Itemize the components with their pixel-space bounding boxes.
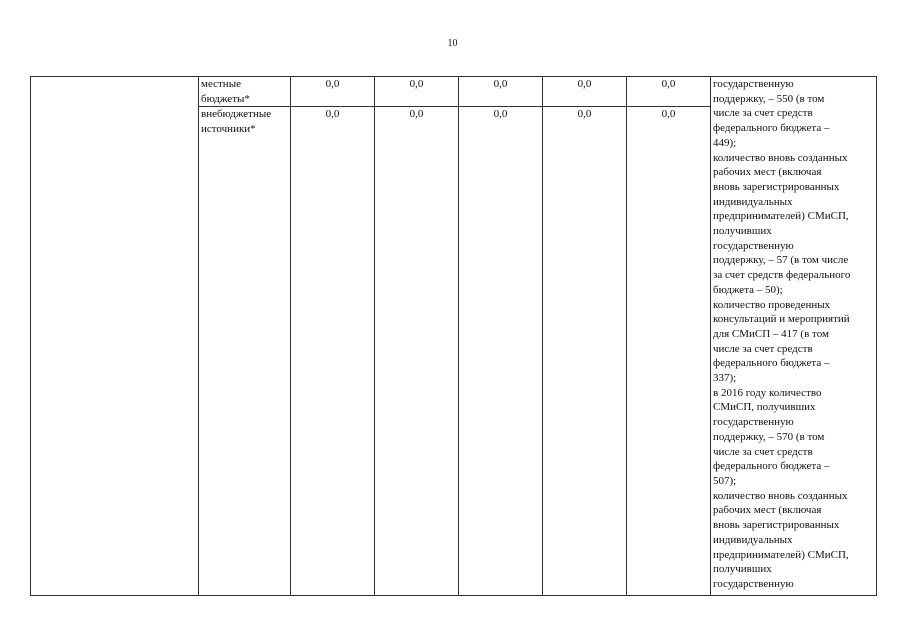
result-line: федерального бюджета –	[713, 460, 830, 473]
result-line: консультаций и мероприятий	[713, 313, 850, 326]
page-number: 10	[447, 38, 458, 49]
result-line: вновь зарегистрированных	[713, 180, 840, 193]
result-line: государственную	[713, 577, 794, 590]
result-line: предпринимателей) СМиСП,	[713, 548, 849, 561]
value-cell: 0,0	[459, 107, 543, 596]
result-line: 337);	[713, 372, 737, 385]
funding-source-cell: внебюджетные источники*	[199, 107, 291, 596]
result-line: федерального бюджета –	[713, 122, 830, 135]
result-line: числе за счет средств	[713, 445, 813, 458]
result-line: рабочих мест (включая	[713, 504, 822, 517]
task-name-cell	[31, 77, 199, 596]
result-line: вновь зарегистрированных	[713, 519, 840, 532]
result-line: индивидуальных	[713, 533, 793, 546]
result-line: получивших	[713, 563, 772, 576]
funding-source-cell: местные бюджеты*	[199, 77, 291, 107]
table-row	[31, 77, 877, 107]
result-line: количество вновь созданных	[713, 489, 848, 502]
expected-results-cell	[711, 77, 877, 596]
result-line: индивидуальных	[713, 195, 793, 208]
result-line: для СМиСП – 417 (в том	[713, 327, 829, 340]
value-cell: 0,0	[627, 107, 711, 596]
value-cell: 0,0	[291, 77, 375, 107]
value-cell: 0,0	[375, 107, 459, 596]
expected-results-text	[713, 77, 874, 592]
value-cell: 0,0	[291, 107, 375, 596]
result-line: количество вновь созданных	[713, 151, 848, 164]
result-line: за счет средств федерального	[713, 269, 851, 282]
result-line: поддержку, – 570 (в том	[713, 430, 825, 443]
result-line: государственную	[713, 78, 794, 90]
result-line: предпринимателей) СМиСП,	[713, 210, 849, 223]
result-line: количество проведенных	[713, 298, 831, 311]
program-table	[30, 76, 877, 596]
value-cell: 0,0	[543, 107, 627, 596]
value-cell: 0,0	[459, 77, 543, 107]
result-line: поддержку, – 57 (в том числе	[713, 254, 849, 267]
result-line: государственную	[713, 416, 794, 429]
result-line: СМиСП, получивших	[713, 401, 816, 414]
result-line: 449);	[713, 136, 737, 149]
value-cell: 0,0	[543, 77, 627, 107]
result-line: 507);	[713, 474, 737, 487]
result-line: числе за счет средств	[713, 107, 813, 120]
value-cell: 0,0	[627, 77, 711, 107]
result-line: федерального бюджета –	[713, 357, 830, 370]
result-line: в 2016 году количество	[713, 386, 822, 399]
result-line: получивших	[713, 225, 772, 238]
result-line: числе за счет средств	[713, 342, 813, 355]
result-line: государственную	[713, 239, 794, 252]
value-cell: 0,0	[375, 77, 459, 107]
result-line: поддержку, – 550 (в том	[713, 92, 825, 105]
result-line: бюджета – 50);	[713, 283, 783, 296]
result-line: рабочих мест (включая	[713, 166, 822, 179]
